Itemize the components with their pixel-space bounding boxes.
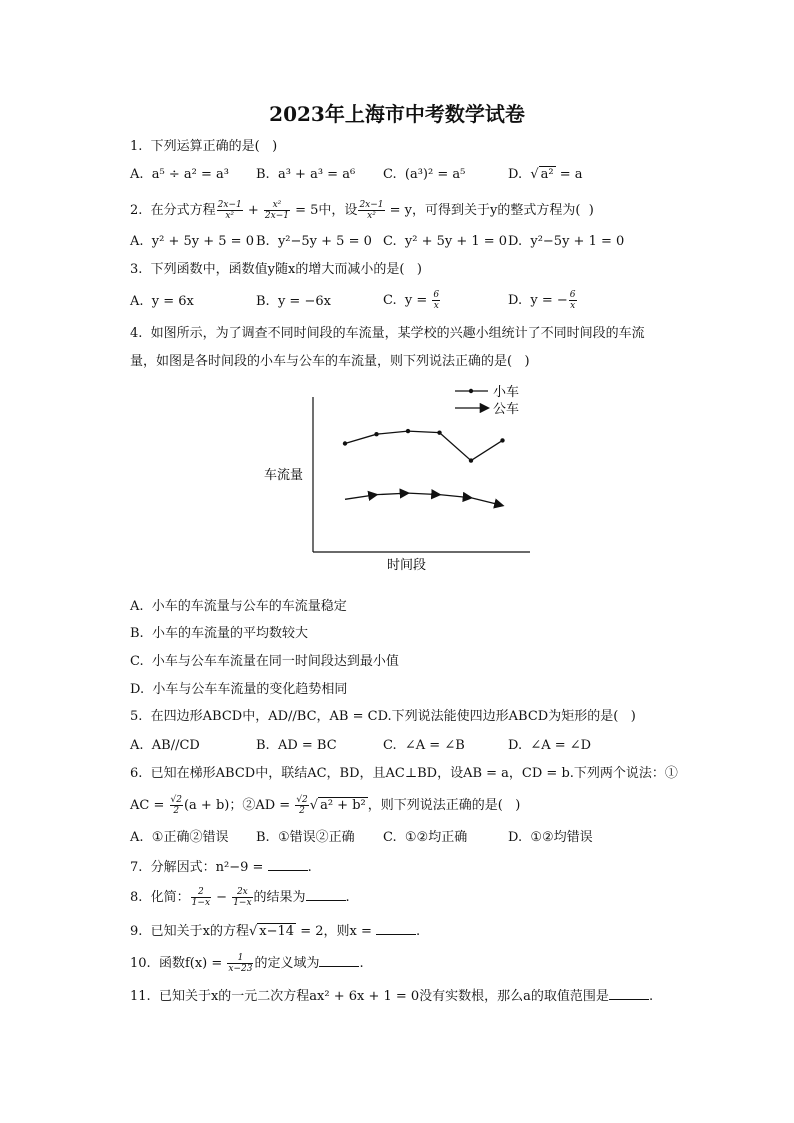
q4-stem-line1: 4. 如图所示，为了调查不同时间段的车流量，某学校的兴趣小组统计了不同时间段的车流 [130,326,645,341]
q10-stem: 10. 函数f(x) = $\frac{1}{x-23}$ 的定义域为 . [130,953,364,974]
car-data-point [343,441,347,445]
x-axis-label: 时间段 [387,558,427,573]
q4-option-b: B. 小车的车流量的平均数较大 [130,626,308,641]
q1-stem: 1. 下列运算正确的是( ) [130,139,278,154]
q6-option-a: A. ①正确②错误 [130,830,229,845]
q6-option-c: C. ①②均正确 [383,830,468,845]
q3-stem: 3. 下列函数中，函数值y随x的增大而减小的是( ) [130,262,422,277]
car-data-point [437,430,441,434]
q4-option-c: C. 小车与公车车流量在同一时间段达到最小值 [130,654,399,669]
q5-stem: 5. 在四边形ABCD中，AD//BC，AB = CD.下列说法能使四边形ABCD为矩形的是( ) [130,709,636,724]
page-title: 2023年上海市中考数学试卷 [269,102,525,126]
q1-option-d: D. √ a² = a [508,167,583,182]
q2-option-b: B. y²−5y + 5 = 0 [256,234,372,249]
q2-option-c: C. y² + 5y + 1 = 0 [383,234,508,249]
bus-arrow-segment [377,493,409,495]
legend-dot-marker [469,389,473,393]
bus-arrow-segment [440,495,472,498]
legend-label-bus: 公车 [493,402,520,417]
car-data-point [406,429,410,433]
q11-stem: 11. 已知关于x的一元二次方程ax² + 6x + 1 = 0没有实数根，那么a的取值范围是 . [130,989,654,1004]
q4-option-d: D. 小车与公车车流量的变化趋势相同 [130,682,348,697]
car-data-point [469,458,473,462]
q6-option-b: B. ①错误②正确 [256,830,355,845]
q3-option-c: C. y = $\frac{6}{x}$ [383,290,440,311]
q5-option-c: C. ∠A = ∠B [383,738,465,753]
q2-option-a: A. y² + 5y + 5 = 0 [130,234,254,249]
q8-stem: 8. 化简： $\frac{2}{1-x}$ − $\frac{2x}{1-x}$ 的结果为 . [130,887,350,908]
q2-option-d: D. y²−5y + 1 = 0 [508,234,625,249]
q1-option-c: C. (a³)² = a⁵ [383,167,466,182]
answer-blank [306,888,346,901]
q1-option-b: B. a³ + a³ = a⁶ [256,167,356,182]
legend-label-car: 小车 [493,385,520,400]
q1-option-a: A. a⁵ ÷ a² = a³ [130,167,229,182]
y-axis-label: 车流量 [264,468,304,483]
q5-option-d: D. ∠A = ∠D [508,738,592,753]
answer-blank [376,922,416,935]
q9-stem: 9. 已知关于x的方程√ x−14 = 2，则x = . [130,924,421,939]
bus-arrow-segment [408,493,440,495]
q3-option-d: D. y = − $\frac{6}{x}$ [508,290,576,311]
q4-option-a: A. 小车的车流量与公车的车流量稳定 [130,599,347,614]
car-data-point [374,432,378,436]
q6-option-d: D. ①②均错误 [508,830,593,845]
q3-option-b: B. y = −6x [256,294,331,309]
q4-stem-line2: 量，如图是各时间段的小车与公车的车流量，则下列说法正确的是( ) [130,354,530,369]
q5-option-b: B. AD = BC [256,738,337,753]
answer-blank [268,858,308,871]
bus-arrow-segment [345,495,377,500]
q2-stem: 2. 在分式方程 $\frac{2x-1}{\text{x²}}$ + $\frac{\text{x²}}{2x-1}$ = 5中，设 $\frac{2x-1}{\text{x²}}$ = y，可得到关于y的整式方程为( ) [130,200,594,221]
car-data-point [500,438,504,442]
traffic-chart [250,375,550,575]
q3-option-a: A. y = 6x [130,294,194,309]
legend [455,385,519,417]
q6-stem-line2: AC = $\frac{√2}{2}$ (a + b)；②AD = $\frac{√2}{2}$ √ a² + b² ，则下列说法正确的是( ) [130,795,521,816]
q5-option-a: A. AB//CD [130,738,200,753]
answer-blank [319,954,359,967]
q6-stem-line1: 6. 已知在梯形ABCD中，联结AC，BD，且AC⊥BD，设AB = a，CD = b.下列两个说法：① [130,766,678,781]
bus-arrow-segment [471,498,503,506]
answer-blank [609,987,649,1000]
q7-stem: 7. 分解因式：n²−9 = . [130,860,312,875]
series-line-car [345,431,503,460]
